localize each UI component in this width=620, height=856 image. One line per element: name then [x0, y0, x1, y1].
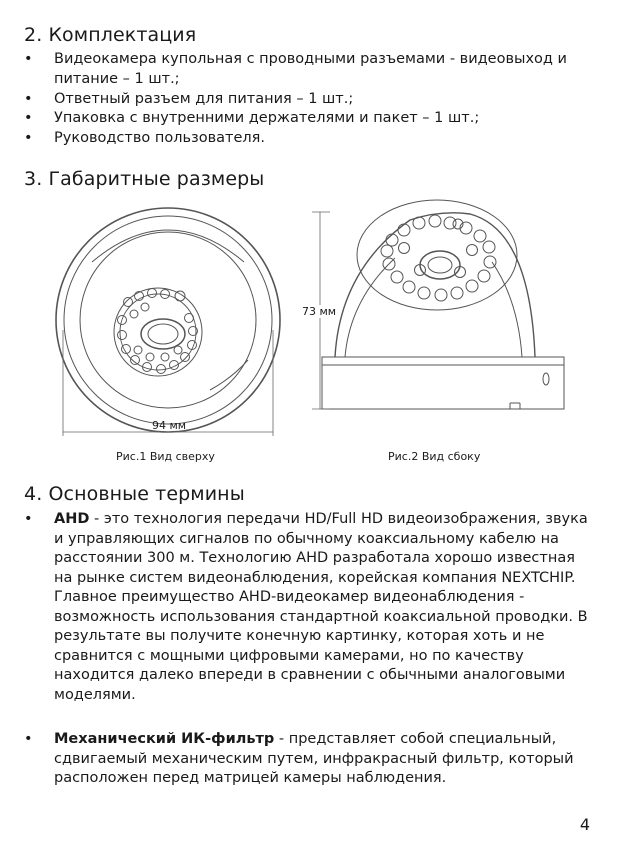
height-label: 73 мм — [302, 305, 337, 318]
section-title-terms: 4. Основные термины — [24, 483, 245, 505]
term-ahd-paragraph — [54, 510, 594, 705]
bullet: • — [24, 130, 33, 146]
kit-item-1: Видеокамера купольная с проводными разъемами - видеовыход и питание – 1 шт.; — [54, 51, 567, 87]
figure-caption-top-view: Рис.1 Вид сверху — [116, 450, 215, 463]
bullet: • — [24, 511, 33, 527]
ir-led-ring-top — [118, 289, 198, 374]
top-view-drawing — [56, 208, 280, 432]
term-ahd-definition: - это технология передачи HD/Full HD видеоизображения, звука и управляющих сигналов по обычному коаксиальному кабелю на расстоянии 300 м. Технологию AHD разработала хорошо известная на рынке систем видеонаблюдения, корейская компания NEXTCHIP. Главное преимущество AHD-видеокамер видеонаблюдения - возможность использования стандартной коаксиальной проводки. В результате вы получите конечную картинку, которая хоть и не сравнится с мощными цифровыми камерами, но по качеству находится далеко впереди в сравнении с обычными аналоговыми моделями. — [54, 511, 588, 703]
page-number: 4 — [579, 815, 590, 834]
bullet: • — [24, 110, 33, 126]
term-ir-filter: Механический ИК-фильтр — [54, 731, 275, 747]
section-title-dimensions: 3. Габаритные размеры — [24, 168, 265, 190]
kit-item-4: Руководство пользователя. — [54, 130, 265, 146]
bullet: • — [24, 51, 33, 67]
width-label: 94 мм — [152, 419, 187, 432]
side-view-drawing — [322, 200, 564, 409]
kit-item-2: Ответный разъем для питания – 1 шт.; — [54, 91, 354, 107]
kit-item-3: Упаковка с внутренними держателями и пакет – 1 шт.; — [54, 110, 480, 126]
list-item — [24, 730, 594, 789]
bullet: • — [24, 91, 33, 107]
section-title-kit: 2. Комплектация — [24, 24, 197, 46]
ir-led-ring-side — [381, 215, 496, 301]
figure-caption-side-view: Рис.2 Вид сбоку — [388, 450, 481, 463]
bullet: • — [24, 731, 33, 747]
list-item — [24, 510, 594, 705]
term-ir-filter-paragraph — [54, 730, 594, 789]
term-ahd: AHD — [54, 511, 90, 527]
term-ir-filter-definition: - представляет собой специальный, сдвигаемый механическим путем, инфракрасный фильтр, который расположен перед матрицей камеры наблюдения. — [54, 731, 574, 786]
